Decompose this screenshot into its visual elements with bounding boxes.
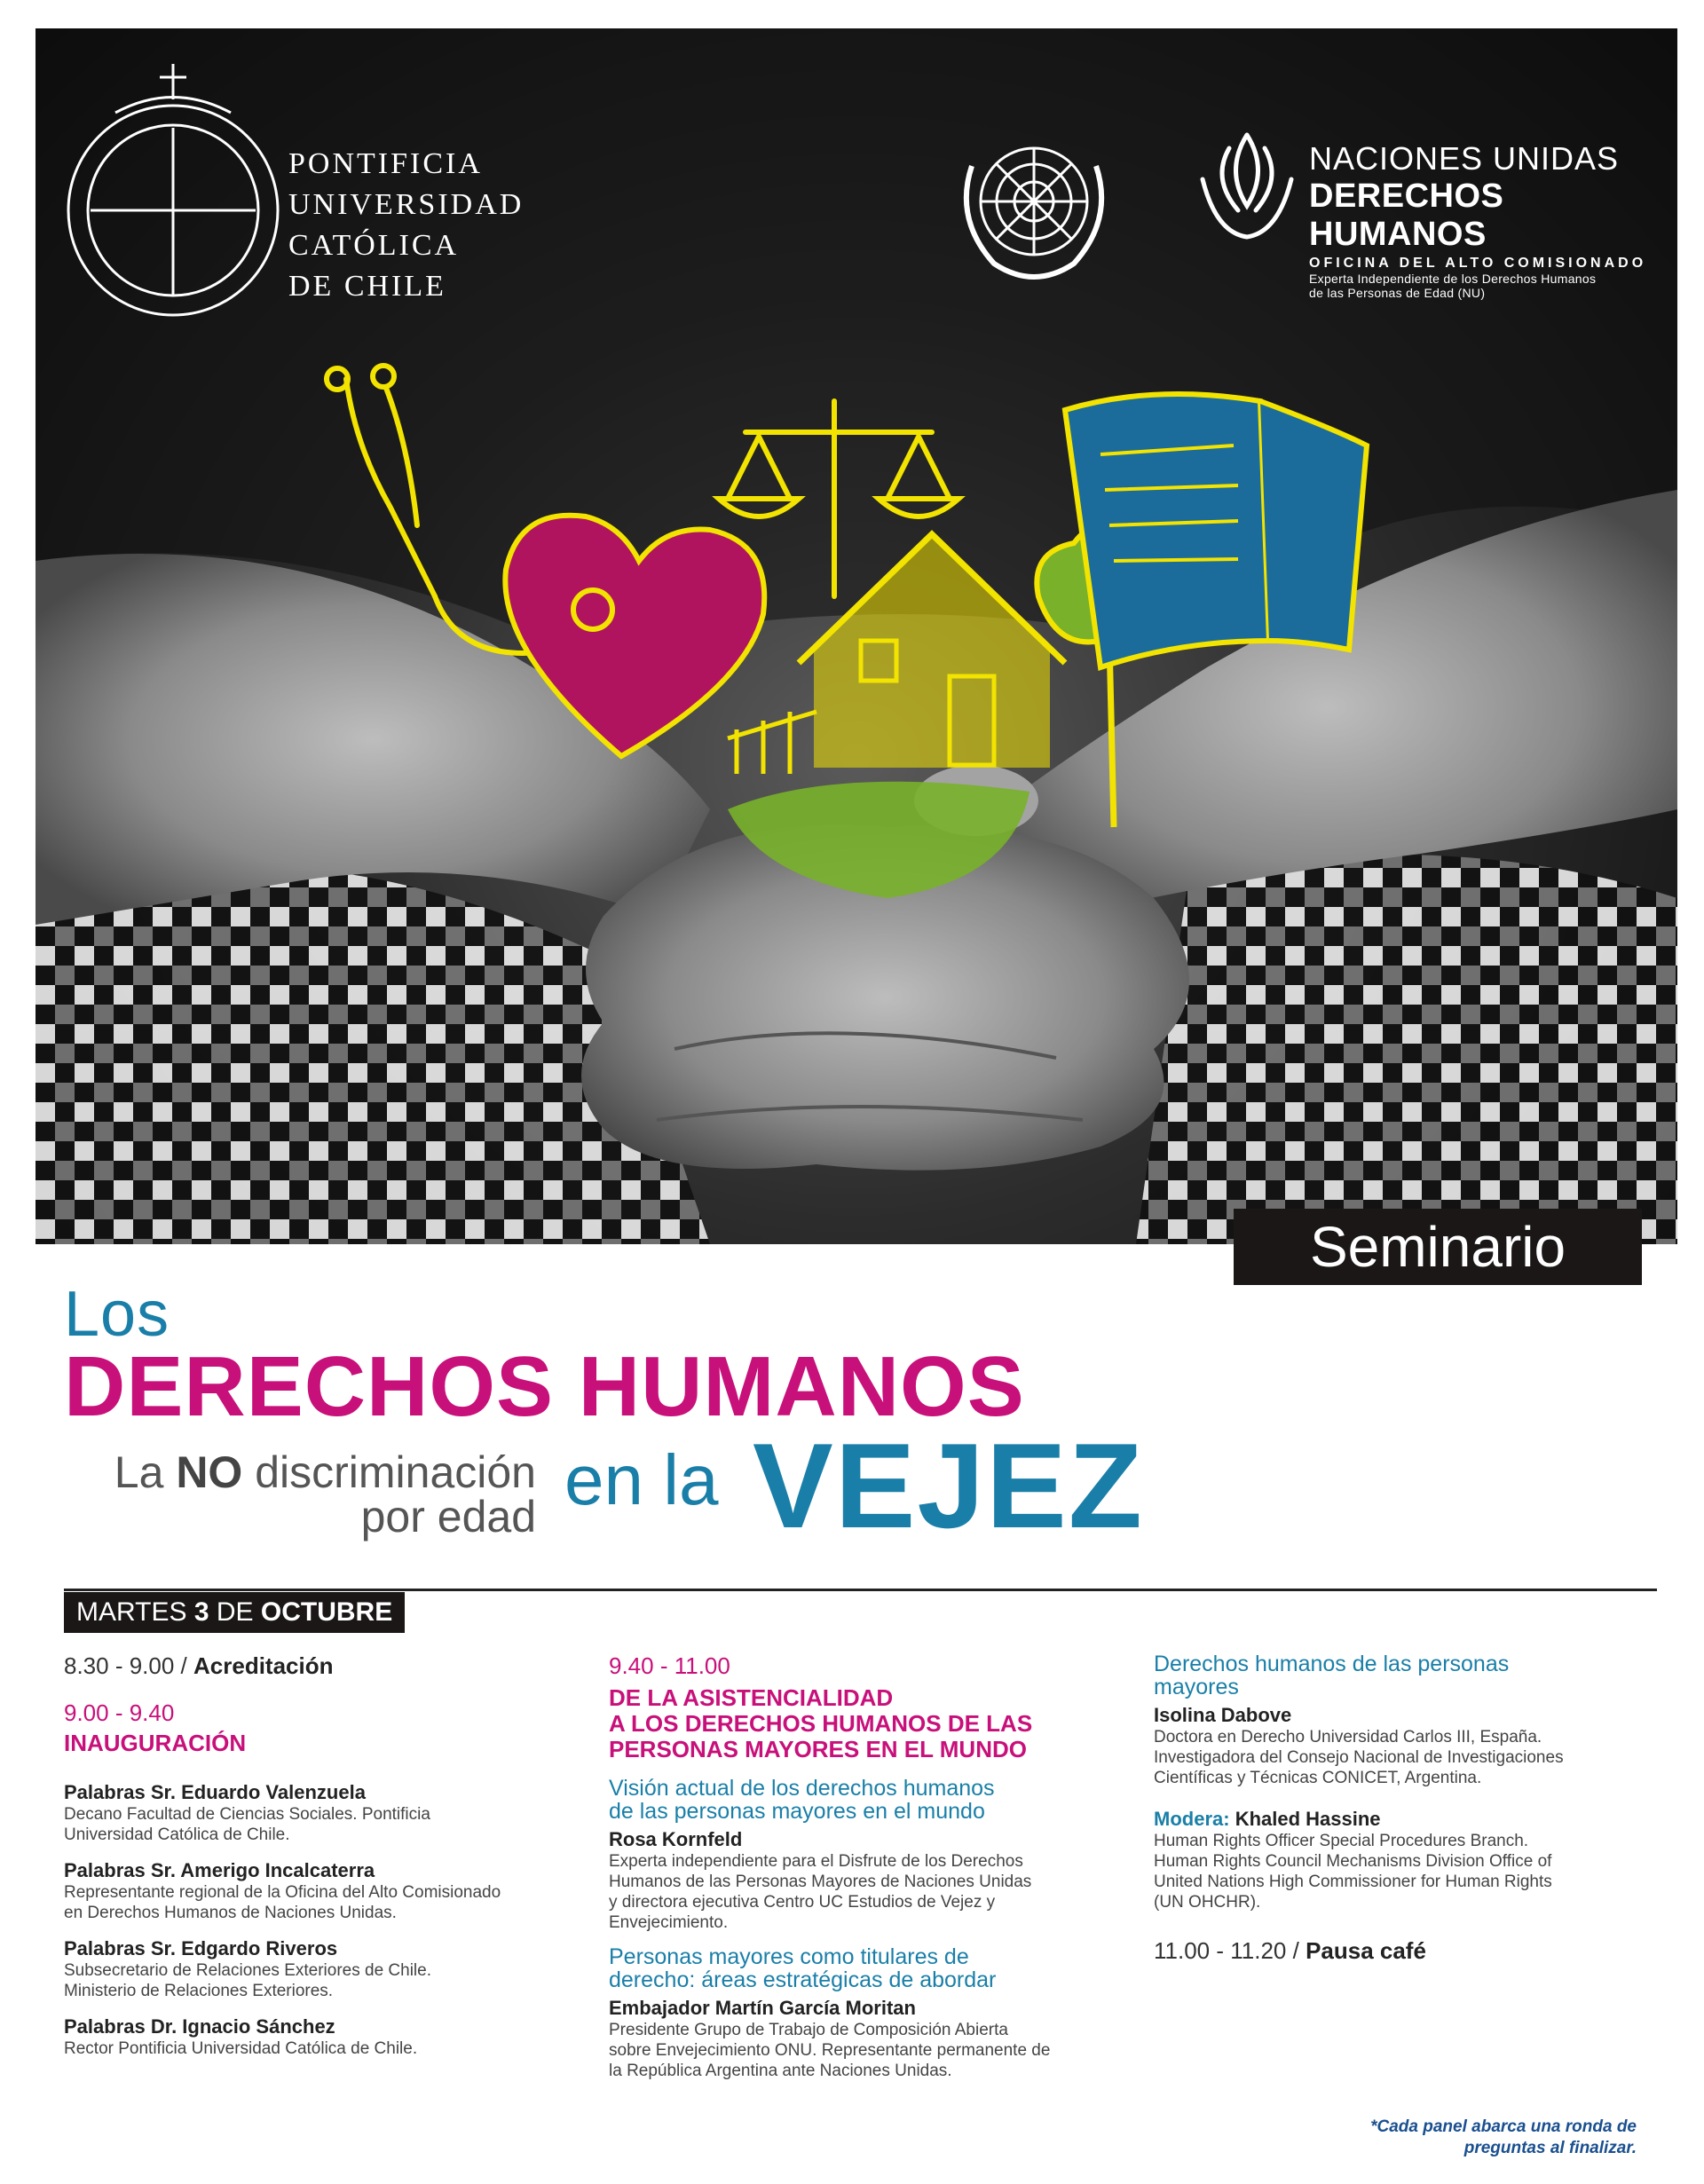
book-icon (1065, 394, 1367, 667)
program-column-2 (609, 1652, 1124, 2081)
divider (64, 1589, 1657, 1591)
subtitle-line2: por edad (360, 1492, 536, 1541)
inauguration-time: 9.00 - 9.40 (64, 1699, 175, 1726)
seminar-badge: Seminario (1234, 1209, 1642, 1285)
title-en-la: en la (564, 1440, 719, 1519)
speaker-item: Palabras Sr. Eduardo Valenzuela Decano Facultad de Ciencias Sociales. Pontificia Universidad Católica de Chile. (64, 1781, 430, 1844)
theme-block: Visión actual de los derechos humanos de las personas mayores en el mundo Rosa Kornfeld Experta independiente para el Disfrute de los Derechos Humanos de las Personas Mayores de Naciones Unidas y directora ejecutiva Centro UC Estudios de Vejez y Envejecimiento. (609, 1776, 1032, 1932)
hero-image (36, 28, 1677, 1244)
ohchr-logo-text: NACIONES UNIDAS DERECHOS HUMANOS OFICINA DEL ALTO COMISIONADO Experta Independiente de los Derechos Humanos de las Personas de Edad (NU) (1309, 140, 1647, 300)
theme-block: Derechos humanos de las personas mayores Isolina Dabove Doctora en Derecho Universidad Carlos III, España. Investigadora del Consejo Nacional de Investigaciones Científicas y Técnicas CONICET, Argentina. (1154, 1652, 1564, 1787)
speaker-item: Palabras Sr. Amerigo Incalcaterra Representante regional de la Oficina del Alto Comisionado en Derechos Humanos de Naciones Unidas. (64, 1859, 501, 1922)
inauguration-heading: INAUGURACIÓN (64, 1730, 247, 1756)
uc-logo-text: PONTIFICIA UNIVERSIDAD CATÓLICA DE CHILE (288, 147, 525, 303)
footnote: *Cada panel abarca una ronda de preguntas al finalizar. (1370, 2117, 1637, 2157)
title-vejez: VEJEZ (753, 1418, 1144, 1553)
title-los: Los (64, 1279, 170, 1350)
speaker-item: Palabras Sr. Edgardo Riveros Subsecretario de Relaciones Exteriores de Chile. Ministerio de Relaciones Exteriores. (64, 1937, 431, 2000)
subtitle-line1: La NO discriminación (114, 1447, 536, 1497)
un-emblem-logo (941, 113, 1127, 299)
ohchr-flame-logo (1189, 117, 1305, 250)
speaker-item: Palabras Dr. Ignacio Sánchez Rector Pontificia Universidad Católica de Chile. (64, 2015, 418, 2058)
title-derechos-humanos: DERECHOS HUMANOS (64, 1339, 1025, 1434)
program-column-1 (64, 1652, 588, 2073)
coffee-break-line: 11.00 - 11.20 / Pausa café (1154, 1937, 1426, 1964)
accreditation-line: 8.30 - 9.00 / Acreditación (64, 1652, 334, 1679)
panel-time: 9.40 - 11.00 (609, 1652, 730, 1679)
panel-heading: DE LA ASISTENCIALIDAD A LOS DERECHOS HUMANOS DE LAS PERSONAS MAYORES EN EL MUNDO (609, 1684, 1033, 1762)
program-column-3 (1154, 1652, 1668, 1984)
moderator-block: Modera: Khaled Hassine Human Rights Officer Special Procedures Branch. Human Rights Council Mechanisms Division Office of United Nations High Commissioner for Human Rights (UN OHCHR). (1154, 1808, 1552, 1912)
date-badge: MARTES 3 DE OCTUBRE (64, 1592, 405, 1633)
theme-block: Personas mayores como titulares de derecho: áreas estratégicas de abordar Embajador Martín García Moritan Presidente Grupo de Trabajo de Composición Abierta sobre Envejecimiento ONU. Representante permanente de la República Argentina ante Naciones Unidas. (609, 1944, 1051, 2080)
